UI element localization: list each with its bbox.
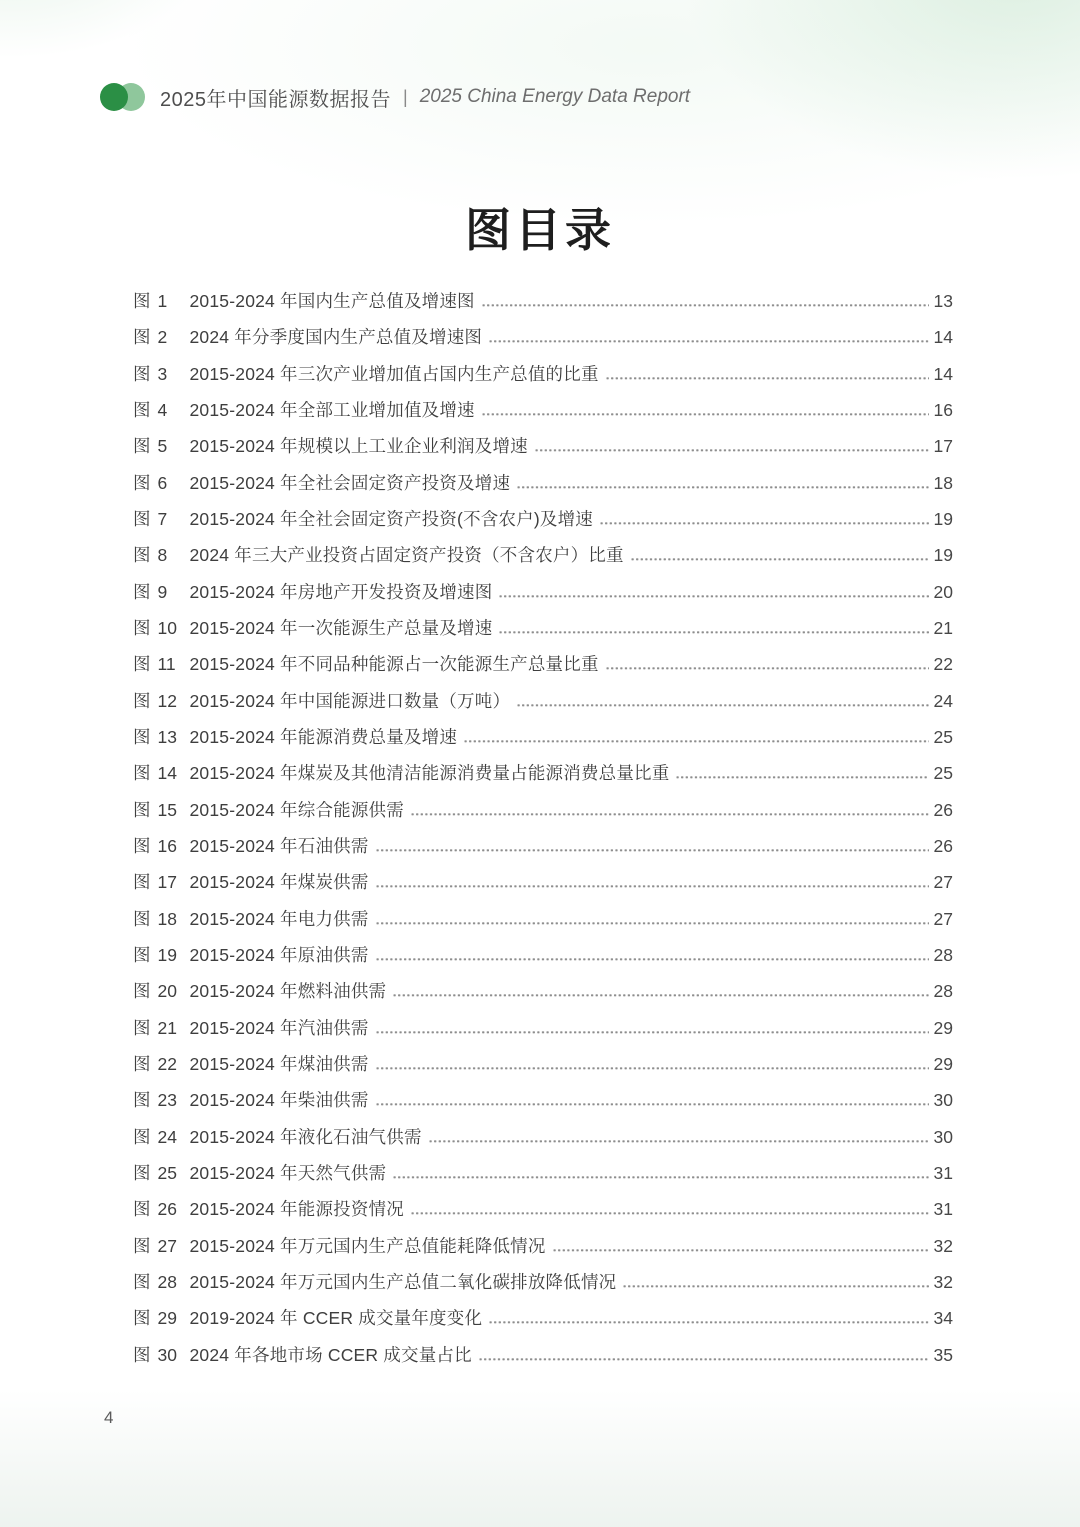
toc-entry-page: 20 [933, 581, 953, 602]
toc-entry[interactable] [133, 864, 953, 900]
toc-entry-title: 2015-2024 年三次产业增加值占国内生产总值的比重 [189, 363, 599, 384]
header-divider: | [403, 86, 408, 107]
toc-entry-page: 26 [933, 799, 953, 820]
toc-entry-page: 31 [933, 1199, 953, 1220]
toc-entry-title: 2015-2024 年石油供需 [189, 835, 369, 856]
toc-entry-page: 28 [933, 981, 953, 1002]
toc-entry-number: 6 [157, 472, 168, 493]
toc-dotted-leader [489, 340, 928, 343]
toc-entry[interactable] [133, 319, 953, 355]
toc-entry[interactable] [133, 574, 953, 610]
toc-dotted-leader [606, 667, 929, 670]
toc-entry-figure-word: 图 [133, 327, 151, 348]
toc-entry-number: 28 [157, 1271, 177, 1292]
toc-dotted-leader [499, 595, 928, 598]
toc-entry-title: 2015-2024 年汽油供需 [189, 1017, 369, 1038]
toc-entry-number: 27 [157, 1235, 177, 1256]
toc-entry-number: 30 [157, 1344, 177, 1365]
page-title: 图目录 [465, 204, 615, 256]
toc-entry-page: 31 [933, 1162, 953, 1183]
toc-entry-page: 30 [933, 1090, 953, 1111]
toc-entry-title: 2024 年三大产业投资占固定资产投资（不含农户）比重 [189, 545, 624, 566]
toc-entry-title: 2015-2024 年天然气供需 [189, 1162, 387, 1183]
toc-entry[interactable] [133, 1337, 953, 1373]
toc-dotted-leader [376, 922, 929, 925]
toc-entry-page: 34 [933, 1308, 953, 1329]
toc-entry[interactable] [133, 646, 953, 682]
toc-dotted-leader [464, 740, 928, 743]
toc-entry-page: 14 [933, 327, 953, 348]
toc-entry-figure-word: 图 [133, 1199, 151, 1220]
toc-entry[interactable] [133, 1228, 953, 1264]
toc-entry-figure-word: 图 [133, 799, 151, 820]
toc-entry-page: 25 [933, 726, 953, 747]
toc-entry-number: 2 [157, 327, 168, 348]
figure-toc-list [133, 283, 953, 1373]
toc-entry-number: 3 [157, 363, 168, 384]
toc-entry-figure-word: 图 [133, 1017, 151, 1038]
toc-entry-number: 7 [157, 508, 168, 529]
toc-entry-number: 5 [157, 436, 168, 457]
toc-entry-figure-word: 图 [133, 1271, 151, 1292]
toc-entry-figure-word: 图 [133, 581, 151, 602]
toc-entry-figure-word: 图 [133, 908, 151, 929]
toc-dotted-leader [376, 849, 929, 852]
toc-dotted-leader [393, 1176, 928, 1179]
toc-entry-number: 10 [157, 617, 177, 638]
toc-entry-figure-word: 图 [133, 981, 151, 1002]
toc-entry-figure-word: 图 [133, 1308, 151, 1329]
toc-entry-figure-word: 图 [133, 399, 151, 420]
toc-entry-figure-word: 图 [133, 1235, 151, 1256]
toc-entry[interactable] [133, 973, 953, 1009]
toc-entry-page: 21 [933, 617, 953, 638]
toc-entry-number: 1 [157, 291, 168, 311]
toc-entry-figure-word: 图 [133, 508, 151, 529]
toc-entry-number: 25 [157, 1162, 177, 1183]
toc-dotted-leader [376, 1031, 929, 1034]
toc-entry-number: 15 [157, 799, 177, 820]
toc-entry-number: 13 [157, 726, 177, 747]
toc-entry[interactable] [133, 501, 953, 537]
toc-entry-number: 18 [157, 908, 177, 929]
toc-entry-title: 2015-2024 年原油供需 [189, 944, 369, 965]
toc-entry-figure-word: 图 [133, 763, 151, 784]
toc-entry-title: 2015-2024 年房地产开发投资及增速图 [189, 581, 493, 602]
toc-dotted-leader [631, 558, 929, 561]
toc-entry[interactable] [133, 283, 953, 319]
toc-entry[interactable] [133, 755, 953, 791]
toc-entry-figure-word: 图 [133, 690, 151, 711]
toc-entry-figure-word: 图 [133, 617, 151, 638]
toc-entry-title: 2019-2024 年 CCER 成交量年度变化 [189, 1308, 483, 1329]
toc-dotted-leader [376, 1067, 929, 1070]
toc-dotted-leader [411, 813, 929, 816]
toc-entry-title: 2015-2024 年煤炭供需 [189, 872, 369, 893]
toc-entry-figure-word: 图 [133, 1126, 151, 1147]
toc-entry-number: 8 [157, 545, 168, 566]
toc-dotted-leader [411, 1212, 929, 1215]
toc-entry-figure-word: 图 [133, 1344, 151, 1365]
toc-entry-title: 2015-2024 年煤油供需 [189, 1053, 369, 1074]
toc-entry-page: 16 [933, 399, 953, 420]
header-title-english: 2025 China Energy Data Report [419, 86, 691, 107]
toc-dotted-leader [482, 413, 929, 416]
toc-dotted-leader [376, 885, 929, 888]
toc-entry[interactable] [133, 1046, 953, 1082]
toc-entry-figure-word: 图 [133, 944, 151, 965]
toc-entry[interactable] [133, 1191, 953, 1227]
header-title-chinese: 2025年中国能源数据报告 [160, 88, 391, 111]
toc-entry-page: 24 [933, 690, 953, 711]
toc-entry[interactable] [133, 937, 953, 973]
toc-entry-title: 2015-2024 年燃料油供需 [189, 981, 387, 1002]
toc-entry[interactable] [133, 828, 953, 864]
toc-entry-page: 27 [933, 872, 953, 893]
toc-entry-page: 29 [933, 1017, 953, 1038]
toc-entry-page: 22 [933, 654, 953, 675]
toc-entry[interactable] [133, 1010, 953, 1046]
toc-entry-page: 19 [933, 545, 953, 566]
toc-entry-title: 2015-2024 年中国能源进口数量（万吨） [189, 690, 511, 711]
toc-entry[interactable] [133, 610, 953, 646]
report-logo-icon [100, 83, 146, 111]
toc-entry-title: 2015-2024 年一次能源生产总量及增速 [189, 617, 493, 638]
toc-entry[interactable] [133, 1300, 953, 1336]
toc-entry-page: 30 [933, 1126, 953, 1147]
toc-entry-page: 26 [933, 835, 953, 856]
toc-entry-figure-word: 图 [133, 1090, 151, 1111]
toc-entry-figure-word: 图 [133, 472, 151, 493]
logo-dark-circle-icon [100, 83, 128, 111]
toc-entry-figure-word: 图 [133, 291, 151, 311]
toc-entry-figure-word: 图 [133, 363, 151, 384]
toc-dotted-leader [517, 704, 928, 707]
toc-entry-figure-word: 图 [133, 1162, 151, 1183]
toc-entry-number: 4 [157, 399, 168, 420]
toc-entry-title: 2024 年各地市场 CCER 成交量占比 [189, 1344, 472, 1365]
toc-entry-title: 2015-2024 年规模以上工业企业利润及增速 [189, 436, 528, 457]
toc-entry[interactable] [133, 1082, 953, 1118]
toc-entry-number: 12 [157, 690, 177, 711]
toc-entry-title: 2015-2024 年全社会固定资产投资及增速 [189, 472, 511, 493]
toc-entry-title: 2015-2024 年综合能源供需 [189, 799, 404, 820]
toc-entry-page: 25 [933, 763, 953, 784]
toc-entry-page: 17 [933, 436, 953, 457]
toc-dotted-leader [535, 449, 929, 452]
toc-entry-number: 24 [157, 1126, 177, 1147]
toc-entry[interactable] [133, 392, 953, 428]
toc-entry-title: 2015-2024 年煤炭及其他清洁能源消费量占能源消费总量比重 [189, 763, 670, 784]
toc-dotted-leader [606, 377, 929, 380]
toc-entry-number: 21 [157, 1017, 177, 1038]
toc-entry-title: 2015-2024 年电力供需 [189, 908, 369, 929]
toc-entry-title: 2015-2024 年液化石油气供需 [189, 1126, 422, 1147]
toc-entry-page: 32 [933, 1235, 953, 1256]
toc-entry-title: 2015-2024 年万元国内生产总值二氧化碳排放降低情况 [189, 1271, 617, 1292]
toc-dotted-leader [489, 1321, 928, 1324]
toc-dotted-leader [517, 486, 928, 489]
toc-entry-title: 2015-2024 年万元国内生产总值能耗降低情况 [189, 1235, 546, 1256]
toc-entry[interactable] [133, 1264, 953, 1300]
toc-entry[interactable] [133, 1155, 953, 1191]
footer-page-number: 4 [104, 1408, 114, 1427]
report-header [100, 82, 980, 112]
toc-entry-figure-word: 图 [133, 436, 151, 457]
toc-entry-number: 29 [157, 1308, 177, 1329]
toc-dotted-leader [376, 958, 929, 961]
toc-entry-page: 29 [933, 1053, 953, 1074]
toc-entry[interactable] [133, 356, 953, 392]
toc-entry-figure-word: 图 [133, 1053, 151, 1074]
toc-entry[interactable] [133, 1119, 953, 1155]
toc-entry-page: 13 [933, 291, 953, 311]
toc-entry-page: 14 [933, 363, 953, 384]
toc-entry-page: 27 [933, 908, 953, 929]
toc-dotted-leader [553, 1249, 929, 1252]
toc-entry-title: 2015-2024 年国内生产总值及增速图 [189, 291, 475, 311]
toc-dotted-leader [676, 776, 928, 779]
toc-entry[interactable] [133, 465, 953, 501]
toc-dotted-leader [393, 994, 928, 997]
toc-entry[interactable] [133, 792, 953, 828]
toc-entry-number: 22 [157, 1053, 177, 1074]
toc-entry-number: 23 [157, 1090, 177, 1111]
toc-entry-page: 28 [933, 944, 953, 965]
toc-entry-title: 2024 年分季度国内生产总值及增速图 [189, 327, 483, 348]
toc-entry[interactable] [133, 719, 953, 755]
toc-entry[interactable] [133, 901, 953, 937]
toc-entry[interactable] [133, 683, 953, 719]
toc-dotted-leader [600, 522, 929, 525]
toc-dotted-leader [479, 1358, 929, 1361]
toc-entry-page: 18 [933, 472, 953, 493]
toc-entry-page: 19 [933, 508, 953, 529]
toc-dotted-leader [376, 1103, 929, 1106]
toc-entry-number: 9 [157, 581, 168, 602]
toc-entry-title: 2015-2024 年全部工业增加值及增速 [189, 399, 475, 420]
toc-entry[interactable] [133, 537, 953, 573]
toc-entry-number: 11 [157, 654, 176, 675]
toc-entry[interactable] [133, 428, 953, 464]
toc-dotted-leader [482, 304, 929, 307]
toc-entry-title: 2015-2024 年不同品种能源占一次能源生产总量比重 [189, 654, 599, 675]
toc-entry-title: 2015-2024 年能源消费总量及增速 [189, 726, 458, 747]
toc-entry-page: 32 [933, 1271, 953, 1292]
toc-entry-number: 19 [157, 944, 177, 965]
toc-dotted-leader [623, 1285, 928, 1288]
toc-dotted-leader [499, 631, 928, 634]
toc-entry-figure-word: 图 [133, 835, 151, 856]
toc-entry-number: 20 [157, 981, 177, 1002]
toc-entry-figure-word: 图 [133, 545, 151, 566]
toc-entry-figure-word: 图 [133, 726, 151, 747]
toc-entry-number: 14 [157, 763, 177, 784]
toc-entry-number: 17 [157, 872, 177, 893]
toc-entry-number: 26 [157, 1199, 177, 1220]
toc-entry-title: 2015-2024 年全社会固定资产投资(不含农户)及增速 [189, 508, 594, 529]
toc-entry-number: 16 [157, 835, 177, 856]
toc-entry-figure-word: 图 [133, 654, 151, 675]
toc-entry-page: 35 [933, 1344, 953, 1365]
toc-entry-figure-word: 图 [133, 872, 151, 893]
toc-entry-title: 2015-2024 年柴油供需 [189, 1090, 369, 1111]
toc-entry-title: 2015-2024 年能源投资情况 [189, 1199, 404, 1220]
toc-dotted-leader [429, 1140, 929, 1143]
